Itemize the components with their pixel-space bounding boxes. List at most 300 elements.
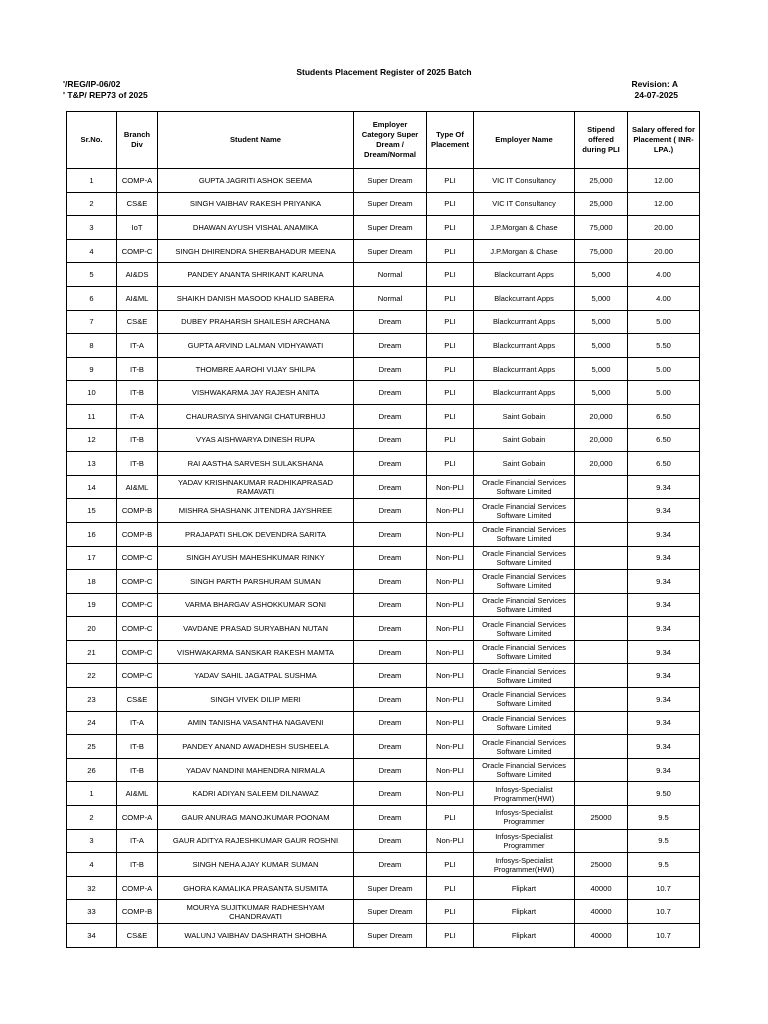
cell-student-name: SINGH DHIRENDRA SHERBAHADUR MEENA — [158, 239, 354, 263]
cell-salary: 9.34 — [628, 735, 700, 759]
cell-employer-name: Infosys-Specialist Programmer(HWI) — [474, 782, 575, 806]
cell-employer-category: Dream — [354, 664, 427, 688]
cell-sr-no: 33 — [67, 900, 117, 924]
cell-placement-type: Non-PLI — [427, 758, 474, 782]
cell-student-name: SINGH PARTH PARSHURAM SUMAN — [158, 570, 354, 594]
table-row — [67, 334, 700, 358]
cell-placement-type: Non-PLI — [427, 711, 474, 735]
cell-employer-category: Dream — [354, 381, 427, 405]
cell-student-name: VISHWAKARMA JAY RAJESH ANITA — [158, 381, 354, 405]
cell-stipend: 5,000 — [575, 310, 628, 334]
cell-employer-category: Dream — [354, 711, 427, 735]
cell-salary: 9.5 — [628, 806, 700, 830]
cell-salary: 9.5 — [628, 829, 700, 853]
cell-placement-type: PLI — [427, 169, 474, 193]
cell-stipend — [575, 664, 628, 688]
table-row — [67, 169, 700, 193]
cell-employer-name: Blackcurrrant Apps — [474, 381, 575, 405]
table-row — [67, 782, 700, 806]
cell-employer-name: Blackcurrrant Apps — [474, 310, 575, 334]
document-title: Students Placement Register of 2025 Batch — [296, 67, 472, 77]
cell-salary: 9.34 — [628, 640, 700, 664]
cell-employer-category: Normal — [354, 263, 427, 287]
cell-employer-category: Dream — [354, 428, 427, 452]
cell-sr-no: 11 — [67, 404, 117, 428]
cell-branch-div: IT-B — [117, 428, 158, 452]
cell-branch-div: IT-A — [117, 404, 158, 428]
cell-employer-name: Oracle Financial Services Software Limited — [474, 475, 575, 499]
cell-placement-type: PLI — [427, 310, 474, 334]
cell-stipend — [575, 829, 628, 853]
cell-salary: 9.34 — [628, 593, 700, 617]
cell-placement-type: PLI — [427, 216, 474, 240]
cell-employer-category: Dream — [354, 546, 427, 570]
cell-employer-category: Dream — [354, 853, 427, 877]
table-row — [67, 475, 700, 499]
table-row — [67, 664, 700, 688]
cell-employer-category: Super Dream — [354, 192, 427, 216]
cell-employer-name: Oracle Financial Services Software Limited — [474, 688, 575, 712]
cell-placement-type: Non-PLI — [427, 499, 474, 523]
table-row — [67, 688, 700, 712]
cell-student-name: SHAIKH DANISH MASOOD KHALID SABERA — [158, 286, 354, 310]
table-row — [67, 924, 700, 948]
cell-salary: 9.34 — [628, 758, 700, 782]
cell-placement-type: PLI — [427, 900, 474, 924]
cell-employer-category: Dream — [354, 758, 427, 782]
cell-employer-category: Super Dream — [354, 924, 427, 948]
table-row — [67, 900, 700, 924]
cell-sr-no: 4 — [67, 239, 117, 263]
cell-placement-type: Non-PLI — [427, 475, 474, 499]
header-stipend: Stipend offered during PLI — [575, 112, 628, 169]
cell-branch-div: AI&ML — [117, 475, 158, 499]
header-sr-no: Sr.No. — [67, 112, 117, 169]
table-row — [67, 806, 700, 830]
cell-employer-name: Oracle Financial Services Software Limited — [474, 546, 575, 570]
cell-placement-type: Non-PLI — [427, 829, 474, 853]
cell-placement-type: Non-PLI — [427, 735, 474, 759]
cell-branch-div: COMP-B — [117, 499, 158, 523]
cell-employer-category: Dream — [354, 806, 427, 830]
cell-salary: 9.34 — [628, 546, 700, 570]
cell-sr-no: 21 — [67, 640, 117, 664]
table-row — [67, 404, 700, 428]
cell-stipend: 40000 — [575, 876, 628, 900]
cell-branch-div: AI&ML — [117, 286, 158, 310]
cell-salary: 12.00 — [628, 192, 700, 216]
cell-employer-name: Saint Gobain — [474, 428, 575, 452]
cell-stipend: 20,000 — [575, 428, 628, 452]
cell-branch-div: CS&E — [117, 192, 158, 216]
cell-salary: 5.00 — [628, 381, 700, 405]
cell-sr-no: 19 — [67, 593, 117, 617]
cell-stipend — [575, 593, 628, 617]
cell-student-name: VISHWAKARMA SANSKAR RAKESH MAMTA — [158, 640, 354, 664]
cell-student-name: SINGH NEHA AJAY KUMAR SUMAN — [158, 853, 354, 877]
placement-register-table — [66, 111, 700, 948]
cell-placement-type: Non-PLI — [427, 782, 474, 806]
cell-employer-name: Infosys-Specialist Programmer(HWI) — [474, 853, 575, 877]
header-salary: Salary offered for Placement ( INR-LPA.) — [628, 112, 700, 169]
cell-employer-name: Flipkart — [474, 900, 575, 924]
table-row — [67, 570, 700, 594]
cell-branch-div: IT-B — [117, 452, 158, 476]
cell-salary: 6.50 — [628, 452, 700, 476]
cell-sr-no: 14 — [67, 475, 117, 499]
cell-sr-no: 25 — [67, 735, 117, 759]
cell-employer-name: Saint Gobain — [474, 404, 575, 428]
cell-student-name: THOMBRE AAROHI VIJAY SHILPA — [158, 357, 354, 381]
cell-branch-div: COMP-C — [117, 570, 158, 594]
header-type-of-placement: Type Of Placement — [427, 112, 474, 169]
cell-student-name: YADAV NANDINI MAHENDRA NIRMALA — [158, 758, 354, 782]
cell-stipend — [575, 640, 628, 664]
cell-sr-no: 9 — [67, 357, 117, 381]
cell-stipend — [575, 522, 628, 546]
cell-stipend: 25000 — [575, 806, 628, 830]
table-row — [67, 522, 700, 546]
cell-employer-name: Oracle Financial Services Software Limited — [474, 593, 575, 617]
cell-employer-name: J.P.Morgan & Chase — [474, 216, 575, 240]
cell-sr-no: 20 — [67, 617, 117, 641]
cell-employer-category: Dream — [354, 499, 427, 523]
cell-salary: 5.00 — [628, 310, 700, 334]
cell-branch-div: COMP-A — [117, 169, 158, 193]
cell-branch-div: COMP-B — [117, 522, 158, 546]
cell-sr-no: 1 — [67, 169, 117, 193]
cell-branch-div: IoT — [117, 216, 158, 240]
cell-student-name: MISHRA SHASHANK JITENDRA JAYSHREE — [158, 499, 354, 523]
cell-branch-div: IT-B — [117, 381, 158, 405]
cell-student-name: PANDEY ANANTA SHRIKANT KARUNA — [158, 263, 354, 287]
cell-salary: 9.50 — [628, 782, 700, 806]
cell-employer-name: Oracle Financial Services Software Limited — [474, 758, 575, 782]
cell-employer-category: Super Dream — [354, 169, 427, 193]
cell-placement-type: Non-PLI — [427, 570, 474, 594]
cell-salary: 5.50 — [628, 334, 700, 358]
cell-employer-name: Oracle Financial Services Software Limited — [474, 735, 575, 759]
cell-salary: 10.7 — [628, 924, 700, 948]
cell-branch-div: COMP-C — [117, 239, 158, 263]
cell-placement-type: PLI — [427, 806, 474, 830]
report-number: ' T&P/ REP73 of 2025 — [63, 90, 148, 100]
cell-placement-type: PLI — [427, 924, 474, 948]
cell-stipend: 25,000 — [575, 169, 628, 193]
cell-placement-type: Non-PLI — [427, 522, 474, 546]
table-row — [67, 499, 700, 523]
cell-stipend: 75,000 — [575, 239, 628, 263]
table-row — [67, 617, 700, 641]
cell-sr-no: 26 — [67, 758, 117, 782]
cell-salary: 4.00 — [628, 286, 700, 310]
header-branch-div: Branch Div — [117, 112, 158, 169]
revision-label: Revision: A — [631, 79, 678, 89]
cell-sr-no: 7 — [67, 310, 117, 334]
cell-employer-category: Dream — [354, 357, 427, 381]
cell-student-name: SINGH VAIBHAV RAKESH PRIYANKA — [158, 192, 354, 216]
cell-employer-name: VIC IT Consultancy — [474, 169, 575, 193]
cell-stipend — [575, 688, 628, 712]
cell-placement-type: PLI — [427, 381, 474, 405]
cell-placement-type: Non-PLI — [427, 688, 474, 712]
cell-sr-no: 32 — [67, 876, 117, 900]
cell-placement-type: Non-PLI — [427, 617, 474, 641]
cell-salary: 9.34 — [628, 475, 700, 499]
cell-sr-no: 4 — [67, 853, 117, 877]
table-row — [67, 381, 700, 405]
cell-salary: 4.00 — [628, 263, 700, 287]
cell-salary: 9.34 — [628, 617, 700, 641]
cell-employer-name: Infosys-Specialist Programmer — [474, 806, 575, 830]
cell-branch-div: COMP-C — [117, 593, 158, 617]
cell-salary: 9.5 — [628, 853, 700, 877]
cell-branch-div: CS&E — [117, 688, 158, 712]
cell-employer-category: Dream — [354, 617, 427, 641]
cell-salary: 6.50 — [628, 428, 700, 452]
cell-employer-name: Infosys-Specialist Programmer — [474, 829, 575, 853]
cell-placement-type: PLI — [427, 239, 474, 263]
cell-student-name: WALUNJ VAIBHAV DASHRATH SHOBHA — [158, 924, 354, 948]
cell-stipend — [575, 735, 628, 759]
cell-student-name: CHAURASIYA SHIVANGI CHATURBHUJ — [158, 404, 354, 428]
cell-student-name: DHAWAN AYUSH VISHAL ANAMIKA — [158, 216, 354, 240]
cell-employer-name: VIC IT Consultancy — [474, 192, 575, 216]
reference-block — [63, 79, 148, 101]
cell-student-name: DUBEY PRAHARSH SHAILESH ARCHANA — [158, 310, 354, 334]
cell-employer-category: Super Dream — [354, 216, 427, 240]
table-row — [67, 735, 700, 759]
cell-placement-type: Non-PLI — [427, 664, 474, 688]
cell-sr-no: 8 — [67, 334, 117, 358]
table-header-row — [67, 112, 700, 169]
cell-branch-div: COMP-A — [117, 876, 158, 900]
cell-employer-name: Blackcurrrant Apps — [474, 334, 575, 358]
cell-student-name: GUPTA ARVIND LALMAN VIDHYAWATI — [158, 334, 354, 358]
header-employer-name: Employer Name — [474, 112, 575, 169]
cell-employer-category: Dream — [354, 475, 427, 499]
cell-employer-name: Oracle Financial Services Software Limited — [474, 711, 575, 735]
cell-branch-div: CS&E — [117, 924, 158, 948]
cell-employer-category: Dream — [354, 640, 427, 664]
cell-sr-no: 15 — [67, 499, 117, 523]
cell-employer-category: Normal — [354, 286, 427, 310]
cell-employer-name: Blackcurrant Apps — [474, 263, 575, 287]
cell-student-name: AMIN TANISHA VASANTHA NAGAVENI — [158, 711, 354, 735]
cell-branch-div: COMP-C — [117, 546, 158, 570]
cell-placement-type: PLI — [427, 263, 474, 287]
cell-branch-div: COMP-B — [117, 900, 158, 924]
cell-sr-no: 3 — [67, 829, 117, 853]
cell-placement-type: Non-PLI — [427, 546, 474, 570]
cell-placement-type: PLI — [427, 334, 474, 358]
cell-employer-category: Dream — [354, 570, 427, 594]
cell-student-name: VAVDANE PRASAD SURYABHAN NUTAN — [158, 617, 354, 641]
header-employer-category: Employer Category Super Dream / Dream/Normal — [354, 112, 427, 169]
cell-branch-div: COMP-A — [117, 806, 158, 830]
cell-salary: 9.34 — [628, 570, 700, 594]
cell-stipend: 20,000 — [575, 452, 628, 476]
cell-student-name: PANDEY ANAND AWADHESH SUSHEELA — [158, 735, 354, 759]
cell-stipend: 40000 — [575, 900, 628, 924]
table-row — [67, 286, 700, 310]
cell-sr-no: 23 — [67, 688, 117, 712]
cell-salary: 10.7 — [628, 876, 700, 900]
cell-branch-div: IT-A — [117, 711, 158, 735]
cell-employer-name: Blackcurrrant Apps — [474, 357, 575, 381]
cell-stipend: 5,000 — [575, 381, 628, 405]
cell-employer-category: Dream — [354, 452, 427, 476]
cell-salary: 6.50 — [628, 404, 700, 428]
cell-sr-no: 3 — [67, 216, 117, 240]
cell-employer-category: Dream — [354, 334, 427, 358]
cell-employer-name: Blackcurrant Apps — [474, 286, 575, 310]
cell-sr-no: 5 — [67, 263, 117, 287]
cell-stipend — [575, 499, 628, 523]
cell-stipend: 5,000 — [575, 286, 628, 310]
document-date: 24-07-2025 — [634, 90, 678, 100]
cell-branch-div: COMP-C — [117, 664, 158, 688]
cell-employer-name: J.P.Morgan & Chase — [474, 239, 575, 263]
cell-stipend: 75,000 — [575, 216, 628, 240]
cell-employer-category: Dream — [354, 593, 427, 617]
cell-salary: 9.34 — [628, 522, 700, 546]
table-row — [67, 593, 700, 617]
cell-stipend — [575, 570, 628, 594]
cell-sr-no: 1 — [67, 782, 117, 806]
cell-employer-name: Flipkart — [474, 924, 575, 948]
cell-placement-type: PLI — [427, 876, 474, 900]
cell-employer-name: Flipkart — [474, 876, 575, 900]
cell-student-name: YADAV KRISHNAKUMAR RADHIKAPRASAD RAMAVATI — [158, 475, 354, 499]
cell-salary: 9.34 — [628, 688, 700, 712]
cell-employer-category: Dream — [354, 688, 427, 712]
table-row — [67, 192, 700, 216]
table-row — [67, 263, 700, 287]
cell-branch-div: IT-A — [117, 829, 158, 853]
cell-stipend: 20,000 — [575, 404, 628, 428]
cell-salary: 9.34 — [628, 664, 700, 688]
cell-employer-name: Oracle Financial Services Software Limited — [474, 522, 575, 546]
cell-branch-div: IT-B — [117, 853, 158, 877]
cell-employer-category: Super Dream — [354, 876, 427, 900]
cell-sr-no: 16 — [67, 522, 117, 546]
cell-student-name: GAUR ADITYA RAJESHKUMAR GAUR ROSHNI — [158, 829, 354, 853]
cell-employer-name: Oracle Financial Services Software Limited — [474, 499, 575, 523]
cell-salary: 20.00 — [628, 239, 700, 263]
cell-stipend — [575, 546, 628, 570]
table-row — [67, 758, 700, 782]
table-row — [67, 640, 700, 664]
cell-sr-no: 12 — [67, 428, 117, 452]
table-row — [67, 829, 700, 853]
cell-placement-type: PLI — [427, 286, 474, 310]
cell-student-name: PRAJAPATI SHLOK DEVENDRA SARITA — [158, 522, 354, 546]
cell-branch-div: AI&ML — [117, 782, 158, 806]
cell-stipend — [575, 758, 628, 782]
cell-sr-no: 34 — [67, 924, 117, 948]
cell-employer-category: Dream — [354, 522, 427, 546]
table-row — [67, 711, 700, 735]
cell-salary: 9.34 — [628, 499, 700, 523]
cell-employer-name: Oracle Financial Services Software Limited — [474, 570, 575, 594]
cell-employer-category: Dream — [354, 310, 427, 334]
table-row — [67, 546, 700, 570]
cell-branch-div: COMP-C — [117, 640, 158, 664]
cell-student-name: GUPTA JAGRITI ASHOK SEEMA — [158, 169, 354, 193]
table-row — [67, 428, 700, 452]
cell-stipend: 5,000 — [575, 263, 628, 287]
cell-branch-div: IT-B — [117, 758, 158, 782]
cell-salary: 12.00 — [628, 169, 700, 193]
cell-student-name: RAI AASTHA SARVESH SULAKSHANA — [158, 452, 354, 476]
cell-employer-name: Oracle Financial Services Software Limited — [474, 617, 575, 641]
cell-sr-no: 6 — [67, 286, 117, 310]
cell-stipend: 5,000 — [575, 334, 628, 358]
table-row — [67, 452, 700, 476]
cell-placement-type: Non-PLI — [427, 593, 474, 617]
cell-stipend — [575, 475, 628, 499]
reference-code: '/REG/IP-06/02 — [63, 79, 121, 89]
cell-sr-no: 13 — [67, 452, 117, 476]
table-row — [67, 239, 700, 263]
cell-stipend — [575, 711, 628, 735]
cell-sr-no: 2 — [67, 806, 117, 830]
cell-student-name: VYAS AISHWARYA DINESH RUPA — [158, 428, 354, 452]
cell-branch-div: COMP-C — [117, 617, 158, 641]
cell-employer-category: Super Dream — [354, 900, 427, 924]
revision-block — [632, 79, 678, 101]
cell-student-name: GAUR ANURAG MANOJKUMAR POONAM — [158, 806, 354, 830]
cell-student-name: GHORA KAMALIKA PRASANTA SUSMITA — [158, 876, 354, 900]
cell-branch-div: IT-B — [117, 357, 158, 381]
cell-placement-type: PLI — [427, 357, 474, 381]
cell-branch-div: AI&DS — [117, 263, 158, 287]
cell-salary: 5.00 — [628, 357, 700, 381]
cell-employer-name: Oracle Financial Services Software Limited — [474, 664, 575, 688]
cell-employer-name: Oracle Financial Services Software Limited — [474, 640, 575, 664]
table-row — [67, 310, 700, 334]
cell-branch-div: IT-A — [117, 334, 158, 358]
table-row — [67, 853, 700, 877]
cell-placement-type: PLI — [427, 428, 474, 452]
cell-sr-no: 24 — [67, 711, 117, 735]
cell-employer-category: Super Dream — [354, 239, 427, 263]
cell-employer-category: Dream — [354, 829, 427, 853]
cell-employer-category: Dream — [354, 735, 427, 759]
table-row — [67, 216, 700, 240]
header-student-name: Student Name — [158, 112, 354, 169]
cell-student-name: SINGH VIVEK DILIP MERI — [158, 688, 354, 712]
cell-stipend: 25000 — [575, 853, 628, 877]
cell-sr-no: 22 — [67, 664, 117, 688]
cell-sr-no: 17 — [67, 546, 117, 570]
cell-stipend — [575, 617, 628, 641]
cell-stipend: 5,000 — [575, 357, 628, 381]
cell-sr-no: 18 — [67, 570, 117, 594]
cell-salary: 10.7 — [628, 900, 700, 924]
cell-sr-no: 10 — [67, 381, 117, 405]
cell-student-name: KADRI ADIYAN SALEEM DILNAWAZ — [158, 782, 354, 806]
cell-placement-type: PLI — [427, 853, 474, 877]
cell-stipend: 40000 — [575, 924, 628, 948]
cell-student-name: MOURYA SUJITKUMAR RADHESHYAM CHANDRAVATI — [158, 900, 354, 924]
cell-employer-category: Dream — [354, 782, 427, 806]
cell-placement-type: PLI — [427, 192, 474, 216]
cell-placement-type: Non-PLI — [427, 640, 474, 664]
cell-salary: 20.00 — [628, 216, 700, 240]
cell-student-name: VARMA BHARGAV ASHOKKUMAR SONI — [158, 593, 354, 617]
